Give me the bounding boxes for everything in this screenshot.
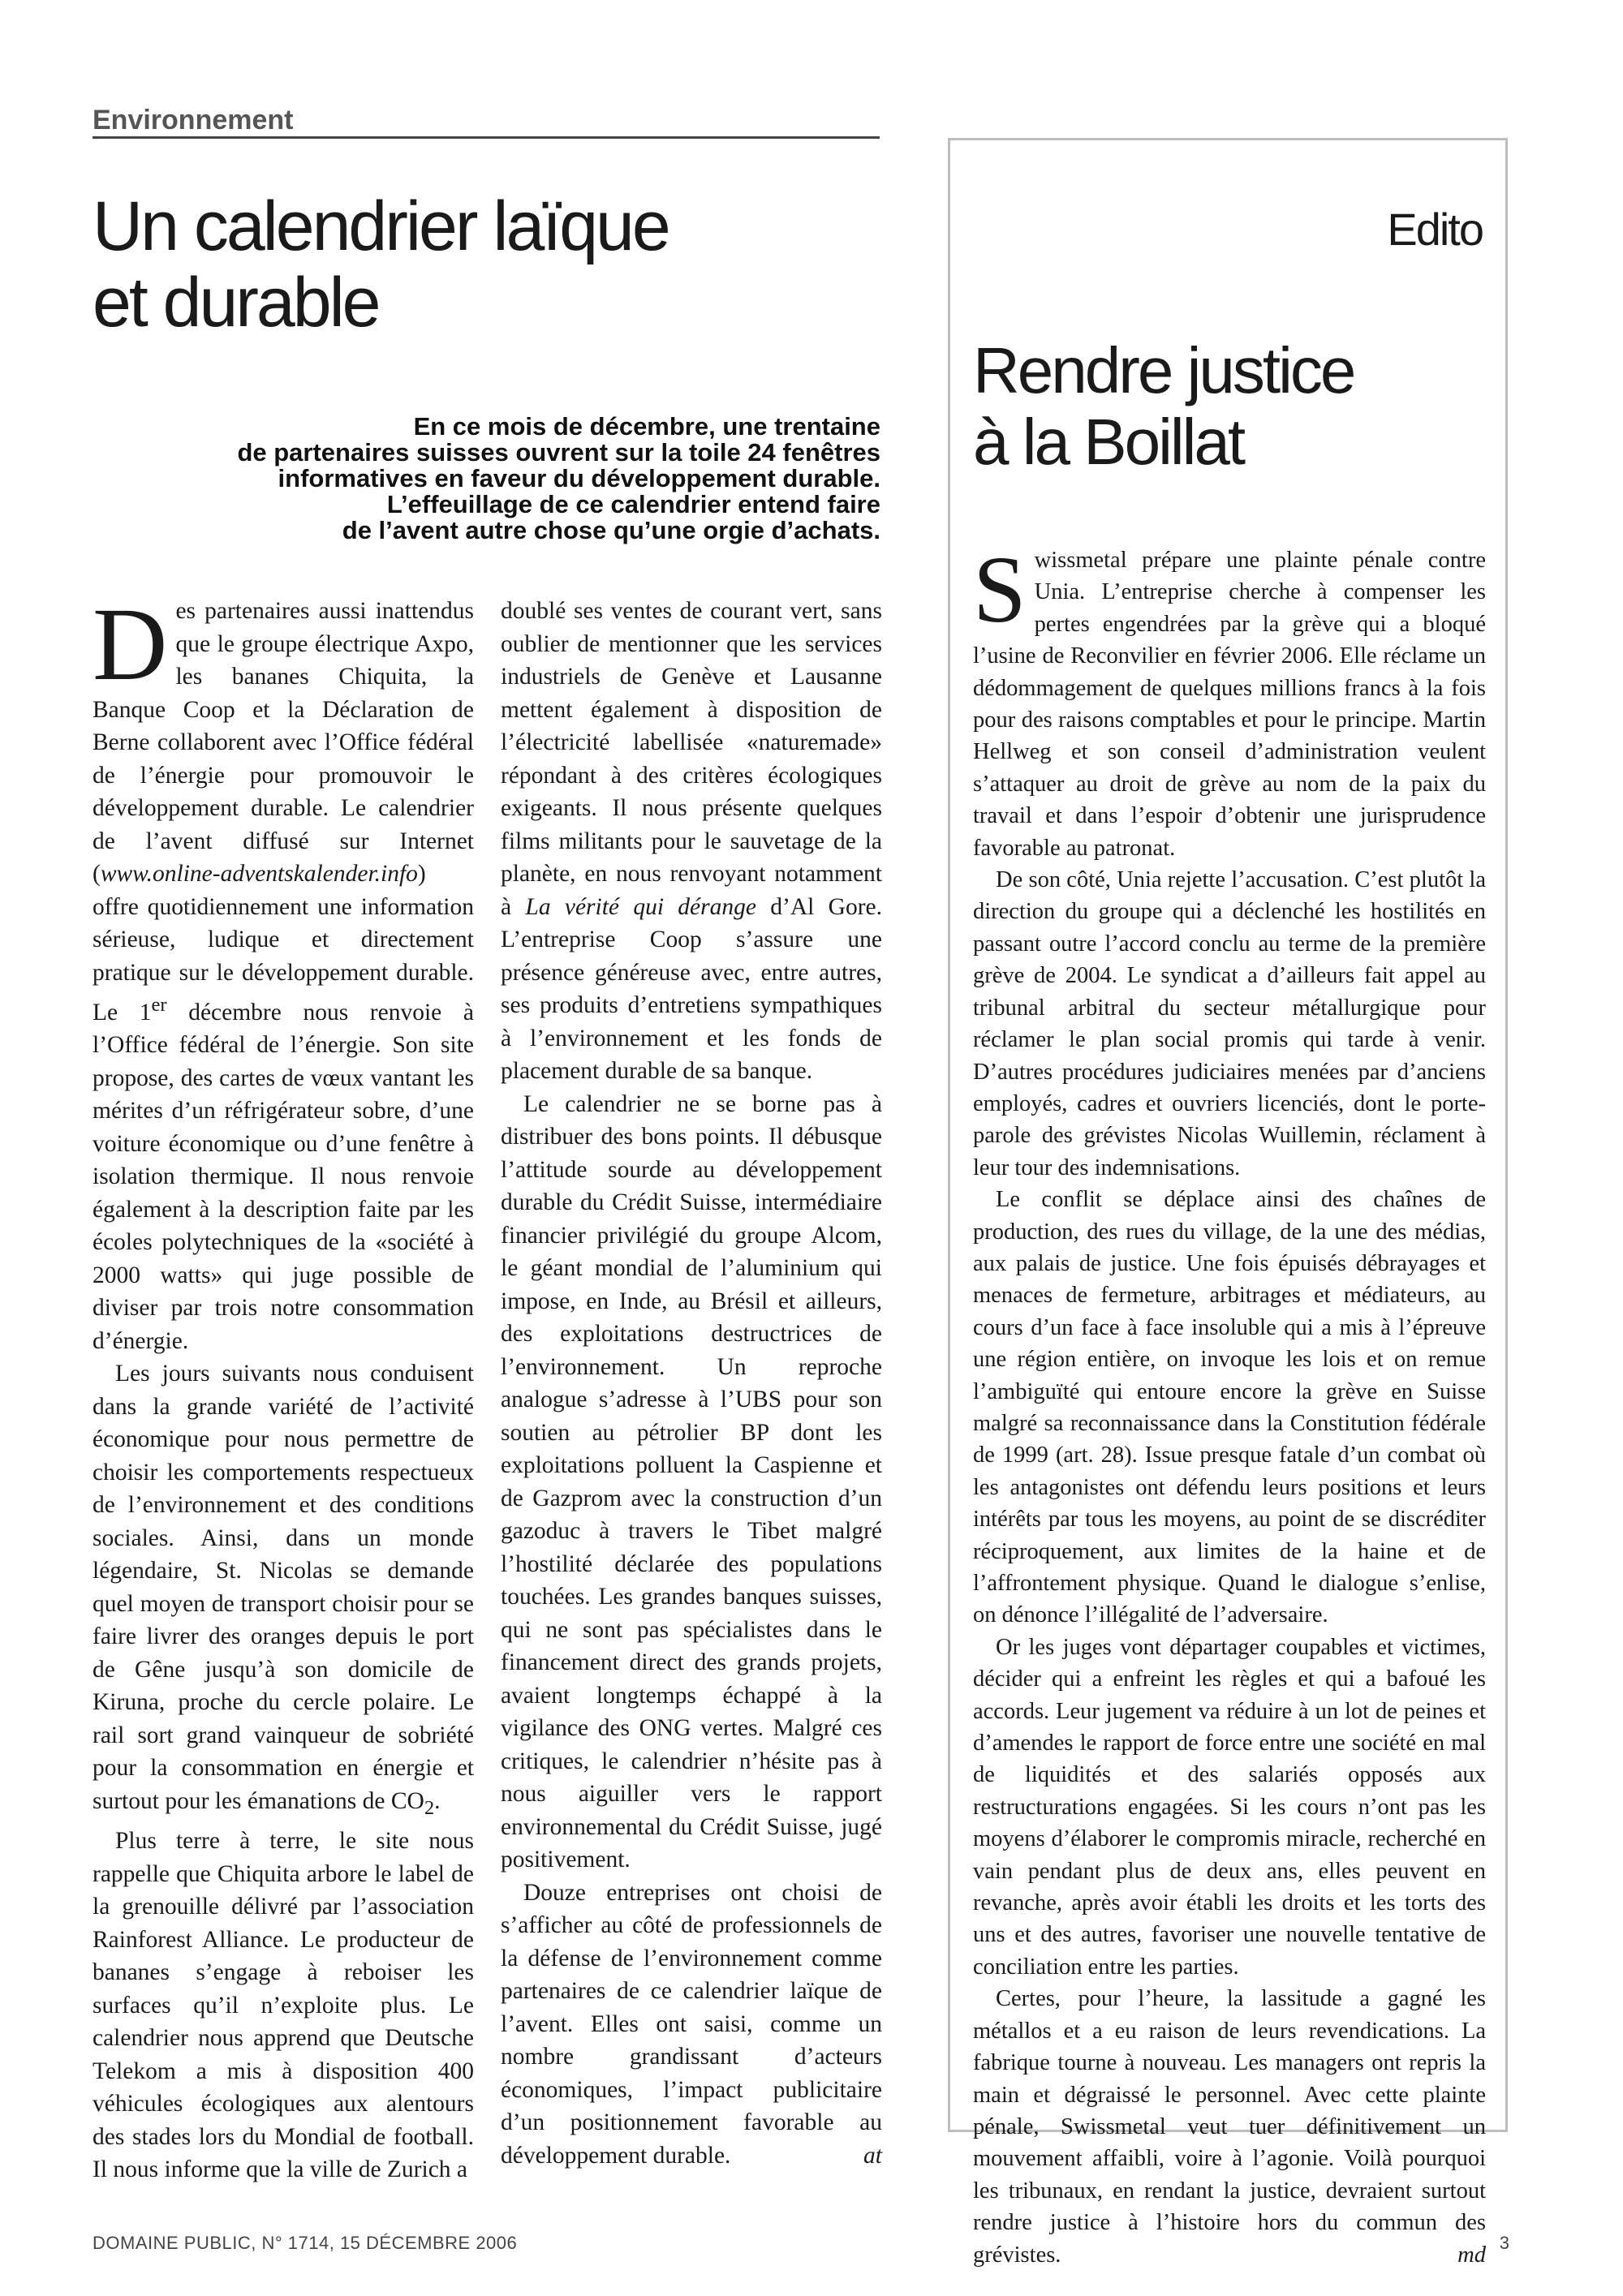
paragraph-text: ) offre quotidiennement une information sérieuse, ludique et directement pratique sur le développement durable. Le 1 — [93, 861, 474, 1025]
article-paragraph: Le calendrier ne se borne pas à distribuer des bons points. Il débusque l’attitude sourde au développement durable du Crédit Suisse, intermédiaire financier privilégié du groupe Alcom, le géant mondial de l’aluminium qui impose, en Inde, au Brésil et ailleurs, des exploitations destructrices de l’environnement. Un reproche analogue s’adresse à l’UBS pour son soutien au pétrolier BP dont les exploitations polluent la Caspienne et de Gazprom avec la construction d’un gazoduc à travers le Tibet malgré l’hostilité déclarée des populations touchées. Les grandes banques suisses, qui ne sont pas spécialistes dans le financement direct des grands projets, avaient longtemps échappé à la vigilance des ONG vertes. Malgré ces critiques, le calendrier n’hésite pas à nous aiguiller vers le rapport environnemental du Crédit Suisse, jugé positivement. — [501, 1090, 882, 1872]
website-url: www.online-adventskalender.info — [100, 861, 418, 887]
edito-text — [973, 536, 1486, 2271]
article-paragraph-continued — [501, 595, 882, 1088]
author-signature: at — [863, 2142, 882, 2169]
paragraph-text: Certes, pour l’heure, la lassitude a gagné les métallos et a eu raison de leurs revendications. La fabrique tourne à nouveau. Les managers ont repris la main et dégraissé le personnel. Avec cette plainte pénale, Swissmetal veut tuer définitivement un mouvement affaibli, voire à l’agonie. Voilà pourquoi les tribunaux, en rendant la justice, devraient surtout rendre justice à l’histoire hors du commun des grévistes. — [973, 1986, 1486, 2268]
paragraph-text: doublé ses ventes de courant vert, sans oublier de mentionner que les services industriels de Genève et Lausanne mettent également à disposition de l’électricité labellisée «naturemade» répondant à des critères écologiques exigeants. Il nous présente quelques films militants pour le sauvetage de la planète, en nous renvoyant notamment à — [501, 598, 882, 920]
edito-paragraph — [973, 1983, 1486, 2271]
edito-label: Edito — [1387, 204, 1483, 255]
deck-line: En ce mois de décembre, une trentaine — [413, 412, 880, 441]
article-deck — [97, 414, 880, 544]
deck-line: de l’avent autre chose qu’une orgie d’achats. — [342, 516, 880, 544]
paragraph-text: es partenaires aussi inattendus que le groupe électrique Axpo, les bananes Chiquita, la Banque Coop et la Déclaration de Berne collaborent avec l’Office fédéral de l’énergie pour promouvoir le développement durable. Le calendrier de l’avent diffusé sur Internet ( — [93, 598, 474, 887]
superscript: er — [151, 994, 167, 1016]
edito-paragraph: Le conflit se déplace ainsi des chaînes de production, des rues du village, de la une des médias, aux palais de justice. Une fois épuisés débrayages et menaces de fermeture, arbitrages et médiateurs, au cours d’un face à face insoluble qui a mis à l’épreuve une région entière, on invoque les lois et on remue l’ambiguïté qui entoure encore la grève en Suisse malgré sa reconnaissance dans la Constitution fédérale de 1999 (art. 28). Issue presque fatale d’un combat où les antagonistes ont défendu leurs positions et leurs intérêts par tous les moyens, au point de se discréditer réciproquement, aux limites de la haine et de l’affrontement physique. Quand le dialogue s’enlise, on dénonce l’illégalité de l’adversaire. — [973, 1187, 1486, 1628]
deck-line: de partenaires suisses ouvrent sur la toile 24 fenêtres — [237, 438, 880, 467]
edito-title-line-2: à la Boillat — [973, 406, 1244, 478]
edito-paragraph — [973, 536, 1486, 864]
article-paragraph — [93, 1357, 474, 1825]
edito-paragraph: Or les juges vont départager coupables et victimes, décider qui a enfreint les règles et qui a bafoué les accords. Leur jugement va réduire à un lot de peines et d’amendes le rapport de force entre une société en mal de liquidités et des salariés opposés aux restructurations engagées. Si les cours n’ont pas les moyens d’élaborer le compromis miracle, recherché en vain pendant plus de deux ans, elles peuvent en revanche, après avoir établi les droits et les torts des uns et des autres, favoriser une nouvelle tentative de conciliation entre les parties. — [973, 1634, 1486, 1980]
article-column-1 — [93, 587, 474, 2186]
paragraph-text: d’Al Gore. L’entreprise Coop s’assure une présence généreuse avec, entre autres, ses produits d’entretiens sympathiques à l’environnement et les fonds de placement durable de sa banque. — [501, 893, 883, 1084]
deck-line: L’effeuillage de ce calendrier entend faire — [386, 490, 880, 518]
paragraph-text: wissmetal prépare une plainte pénale contre Unia. L’entreprise cherche à compenser les pertes engendrées par la grève qui a bloqué l’usine de Reconvilier en février 2006. Elle réclame un dédommagement de quelques millions francs à la fois pour des raisons comptables et pour le principe. Martin Hellweg et son conseil d’administration veulent s’attaquer au droit de grève au nom de la paix du travail et dans l’espoir d’obtenir une jurisprudence favorable au patronat. — [973, 548, 1486, 861]
paragraph-text: Douze entreprises ont choisi de s’afficher au côté de professionnels de la défense de l’environnement comme partenaires de ce calendrier laïque de l’avent. Elles ont saisi, comme un nombre grandissant d’acteurs économiques, l’impact publicitaire d’un positionnement favorable au développement durable. — [501, 1879, 882, 2169]
article-title-line-1: Un calendrier laïque — [93, 187, 669, 265]
article-column-2 — [501, 595, 882, 2172]
drop-cap: S — [973, 536, 1027, 643]
edito-title — [973, 335, 1492, 478]
film-title: La vérité qui dérange — [525, 893, 756, 920]
paragraph-text: . — [434, 1787, 441, 1814]
article-title-line-2: et durable — [93, 264, 379, 342]
author-signature: md — [1457, 2242, 1486, 2268]
article-paragraph — [93, 587, 474, 1357]
edito-paragraph: De son côté, Unia rejette l’accusation. C’est plutôt la direction du groupe qui a déclenché les hostilités en passant outre l’accord conclu au terme de la première grève de 2004. Le syndicat a d’ailleurs fait appel au tribunal arbitral du secteur métallurgique pour réclamer le plan social promis qui tarde à venir. D’autres procédures judiciaires menées par d’anciens employés, cadres et ouvriers licenciés, dont le porte-parole des grévistes Nicolas Wuillemin, réclament à leur tour des indemnisations. — [973, 867, 1486, 1180]
section-label: Environnement — [93, 104, 880, 139]
drop-cap: D — [93, 587, 168, 702]
paragraph-text: Les jours suivants nous conduisent dans la grande variété de l’activité économique pour nous permettre de choisir les comportements respectueux de l’environnement et des conditions sociales. Ainsi, dans un monde légendaire, St. Nicolas se demande quel moyen de transport choisir pour se faire livrer des oranges depuis le port de Gêne jusqu’à son domicile de Kiruna, proche du cercle polaire. Le rail sort grand vainqueur de sobriété pour la consommation en énergie et surtout pour les émanations de CO — [93, 1361, 474, 1814]
article-paragraph: Plus terre à terre, le site nous rappelle que Chiquita arbore le label de la grenouille délivré par l’association Rainforest Alliance. Le producteur de bananes s’engage à reboiser les surfaces qu’il n’exploite plus. Le calendrier nous apprend que Deutsche Telekom a mis à disposition 400 véhicules écologiques aux alentours des stades lors du Mondial de football. Il nous informe que la ville de Zurich a — [93, 1828, 474, 2183]
edito-box — [948, 138, 1508, 2268]
deck-line: informatives en faveur du développement durable. — [278, 464, 880, 492]
article-paragraph — [501, 1877, 882, 2173]
edito-title-line-1: Rendre justice — [973, 334, 1354, 406]
article-title — [93, 188, 872, 341]
paragraph-text: décembre nous renvoie à l’Office fédéral de l’énergie. Son site propose, des cartes de vœux vantant les mérites d’un réfrigérateur sobre, d’une voiture économique ou d’une fenêtre à isolation thermique. Il nous renvoie également à la description faite par les écoles polytechniques de la «société à 2000 watts» qui juge possible de diviser par trois notre consommation d’énergie. — [93, 999, 474, 1354]
footer-publication: DOMAINE PUBLIC, N° 1714, 15 DÉCEMBRE 2006 — [93, 2233, 518, 2253]
page-number: 3 — [1499, 2233, 1509, 2253]
subscript: 2 — [424, 1796, 435, 1819]
